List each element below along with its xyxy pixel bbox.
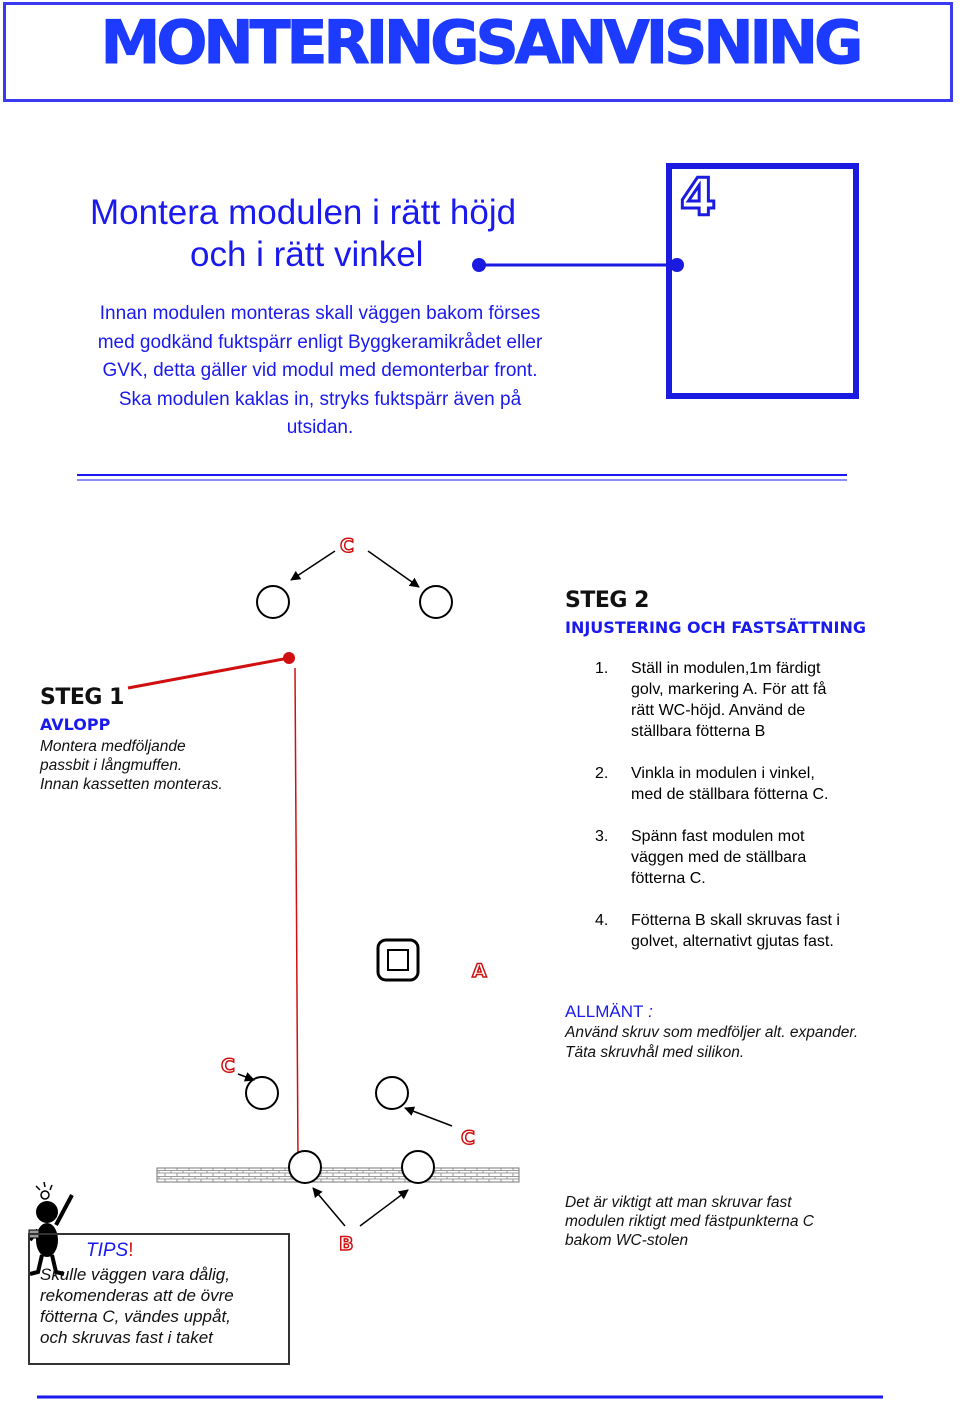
step2-item-line: väggen med de ställbara (631, 849, 807, 866)
step2-item (595, 763, 915, 805)
general-heading: ALLMÄNT (565, 1002, 644, 1021)
intro-line: Innan modulen monteras skall väggen bakom förses (99, 303, 541, 324)
step-number: 4 (680, 168, 717, 228)
step2-heading: STEG 2 (565, 588, 649, 613)
step1-line: Montera medföljande (40, 738, 186, 755)
label-a: A (472, 960, 487, 982)
step2-item-number: 1. (595, 660, 609, 677)
document-title: MONTERINGSANVISNING (100, 8, 860, 78)
module-edge-line (295, 668, 298, 1160)
note-line: bakom WC-stolen (565, 1232, 689, 1249)
section-divider (77, 475, 847, 480)
feet-b (289, 1151, 434, 1226)
tips-label-row (86, 1240, 134, 1262)
note-text (565, 1193, 885, 1250)
step2-item-number: 2. (595, 765, 609, 782)
step2-item-line: golvet, alternativt gjutas fast. (631, 933, 834, 950)
step1-text (40, 737, 260, 794)
tips-text (40, 1264, 280, 1348)
tips-label: TIPS (86, 1240, 129, 1261)
step2-item-line: golv, markering A. För att få (631, 681, 827, 698)
general-line: Använd skruv som medföljer alt. expander. (565, 1024, 859, 1041)
step2-item-text (631, 826, 806, 889)
section-title-line-2: och i rätt vinkel (190, 235, 424, 274)
step1-line: passbit i långmuffen. (40, 757, 183, 774)
note-line: Det är viktigt att man skruvar fast (565, 1194, 792, 1211)
connector-line (472, 258, 684, 272)
general-heading-row (565, 1002, 653, 1022)
drain-pointer (128, 652, 295, 688)
step1-line: Innan kassetten monteras. (40, 776, 223, 793)
tips-line: fötterna C, vändes uppåt, (40, 1307, 231, 1326)
square-target-icon (378, 940, 418, 980)
step2-item-line: rätt WC-höjd. Använd de (631, 702, 806, 719)
step2-item-line: Vinkla in modulen i vinkel, (631, 765, 815, 782)
feet-c-top (257, 551, 452, 618)
step2-item-line: Ställ in modulen,1m färdigt (631, 660, 821, 677)
step2-list (595, 658, 915, 973)
label-c-right: C (461, 1127, 475, 1149)
tips-exclamation: ! (128, 1240, 134, 1261)
intro-line: med godkänd fuktspärr enligt Byggkeramikrådet eller (97, 331, 543, 353)
step2-item-line: fötterna C. (631, 870, 706, 887)
step2-item (595, 826, 915, 889)
step2-item-number: 3. (595, 828, 609, 845)
step2-item-text (631, 763, 828, 805)
step2-item-number: 4. (595, 912, 609, 929)
step2-item-text (631, 910, 840, 952)
tips-line: rekomenderas att de övre (40, 1286, 234, 1305)
note-line: modulen riktigt med fästpunkterna C (565, 1213, 814, 1230)
intro-line: utsidan. (286, 417, 354, 438)
intro-line: GVK, detta gäller vid modul med demonterbar front. (102, 360, 538, 381)
step2-item-line: med de ställbara fötterna C. (631, 786, 829, 803)
floor-strip (157, 1168, 519, 1182)
step1-subheading: AVLOPP (40, 715, 111, 734)
step1-heading: STEG 1 (40, 685, 124, 710)
step2-item-line: ställbara fötterna B (631, 723, 766, 740)
step2-item (595, 910, 915, 952)
section-title-line-1: Montera modulen i rätt höjd (90, 193, 517, 232)
step2-item (595, 658, 915, 742)
tips-line: och skruvas fast i taket (40, 1328, 213, 1347)
step2-subheading: INJUSTERING OCH FASTSÄTTNING (565, 618, 866, 637)
tips-line: Skulle väggen vara dålig, (40, 1265, 230, 1284)
label-c-left: C (221, 1055, 235, 1077)
intro-line: Ska modulen kaklas in, stryks fuktspärr även på (118, 388, 522, 410)
step2-item-text (631, 658, 826, 742)
general-text (565, 1023, 905, 1063)
label-b: B (339, 1233, 354, 1255)
feet-c-bottom (238, 1074, 452, 1126)
label-c-top: C (340, 535, 354, 557)
step2-item-line: Spänn fast modulen mot (631, 828, 805, 845)
general-line: Täta skruvhål med silikon. (565, 1044, 745, 1061)
general-colon: : (643, 1002, 653, 1021)
step2-item-line: Fötterna B skall skruvas fast i (631, 912, 840, 929)
